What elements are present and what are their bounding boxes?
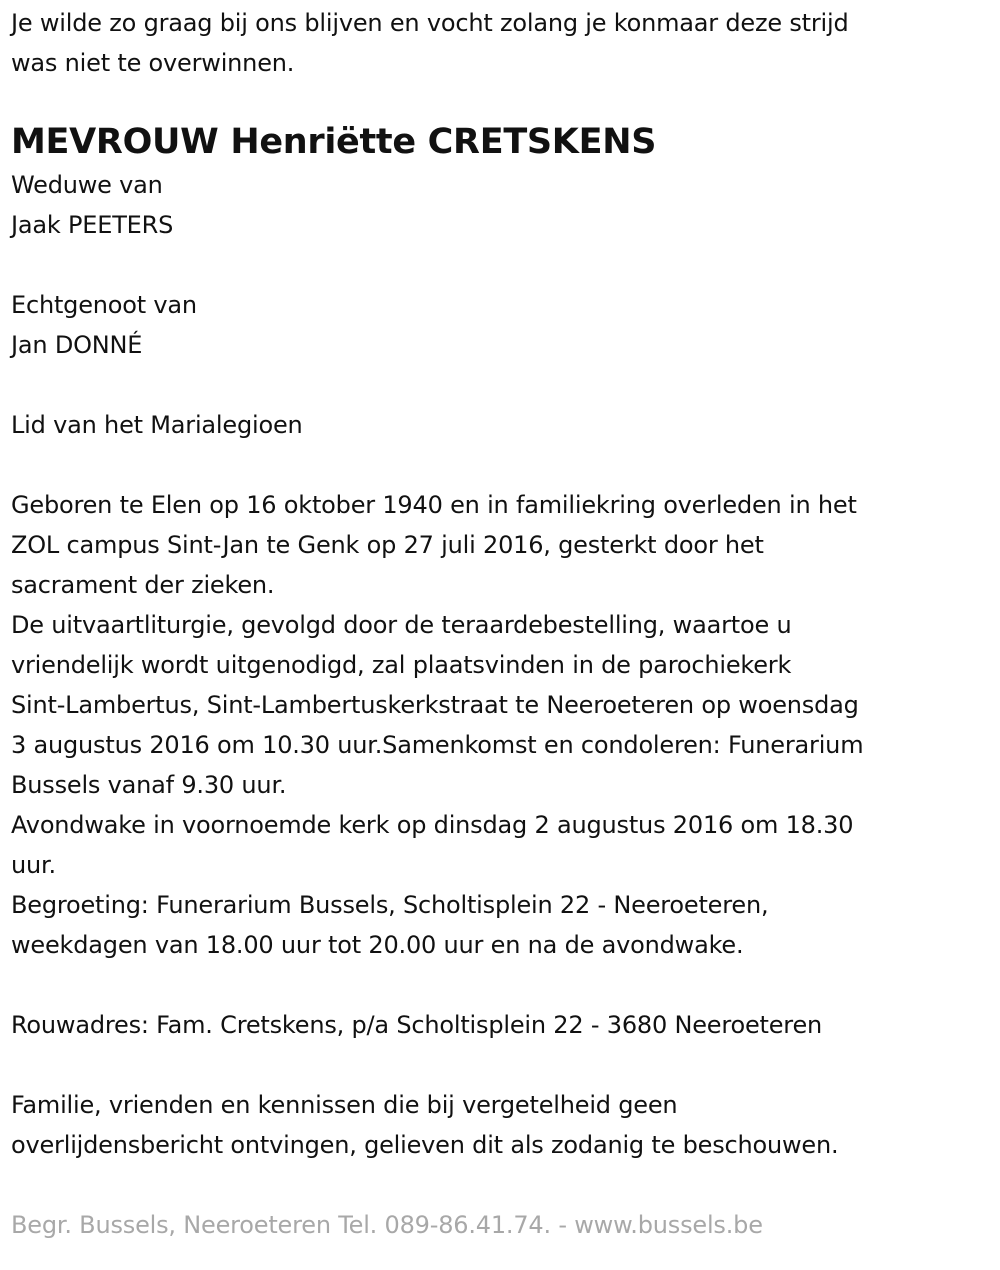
widow-name: Jaak PEETERS: [11, 211, 174, 239]
body-line: uur.: [11, 851, 56, 879]
spouse-name: Jan DONNÉ: [11, 331, 143, 359]
mourning-address: Rouwadres: Fam. Cretskens, p/a Scholtisplein 22 - 3680 Neeroeteren: [11, 1011, 823, 1039]
body-line: sacrament der zieken.: [11, 571, 275, 599]
body-line: Avondwake in voornoemde kerk op dinsdag 2 augustus 2016 om 18.30: [11, 811, 854, 839]
body-line: Begroeting: Funerarium Bussels, Scholtisplein 22 - Neeroeteren,: [11, 891, 769, 919]
body-line: Geboren te Elen op 16 oktober 1940 en in familiekring overleden in het: [11, 491, 857, 519]
body-line: ZOL campus Sint-Jan te Genk op 27 juli 2016, gesterkt door het: [11, 531, 764, 559]
body-line: Bussels vanaf 9.30 uur.: [11, 771, 287, 799]
body-line: vriendelijk wordt uitgenodigd, zal plaatsvinden in de parochiekerk: [11, 651, 792, 679]
deceased-name-title: MEVROUW Henriëtte CRETSKENS: [11, 122, 657, 162]
intro-line-2: was niet te overwinnen.: [11, 49, 295, 77]
widow-label: Weduwe van: [11, 171, 163, 199]
body-line: weekdagen van 18.00 uur tot 20.00 uur en na de avondwake.: [11, 931, 744, 959]
intro-line-1: Je wilde zo graag bij ons blijven en vocht zolang je konmaar deze strijd: [11, 9, 849, 37]
body-line: Sint-Lambertus, Sint-Lambertuskerkstraat te Neeroeteren op woensdag: [11, 691, 859, 719]
notice-line-2: overlijdensbericht ontvingen, gelieven dit als zodanig te beschouwen.: [11, 1131, 839, 1159]
body-line: 3 augustus 2016 om 10.30 uur.Samenkomst en condoleren: Funerarium: [11, 731, 864, 759]
membership: Lid van het Marialegioen: [11, 411, 303, 439]
spouse-label: Echtgenoot van: [11, 291, 197, 319]
notice-line-1: Familie, vrienden en kennissen die bij vergetelheid geen: [11, 1091, 678, 1119]
body-line: De uitvaartliturgie, gevolgd door de teraardebestelling, waartoe u: [11, 611, 792, 639]
funeral-home-footer: Begr. Bussels, Neeroeteren Tel. 089-86.41.74. - www.bussels.be: [11, 1211, 763, 1239]
